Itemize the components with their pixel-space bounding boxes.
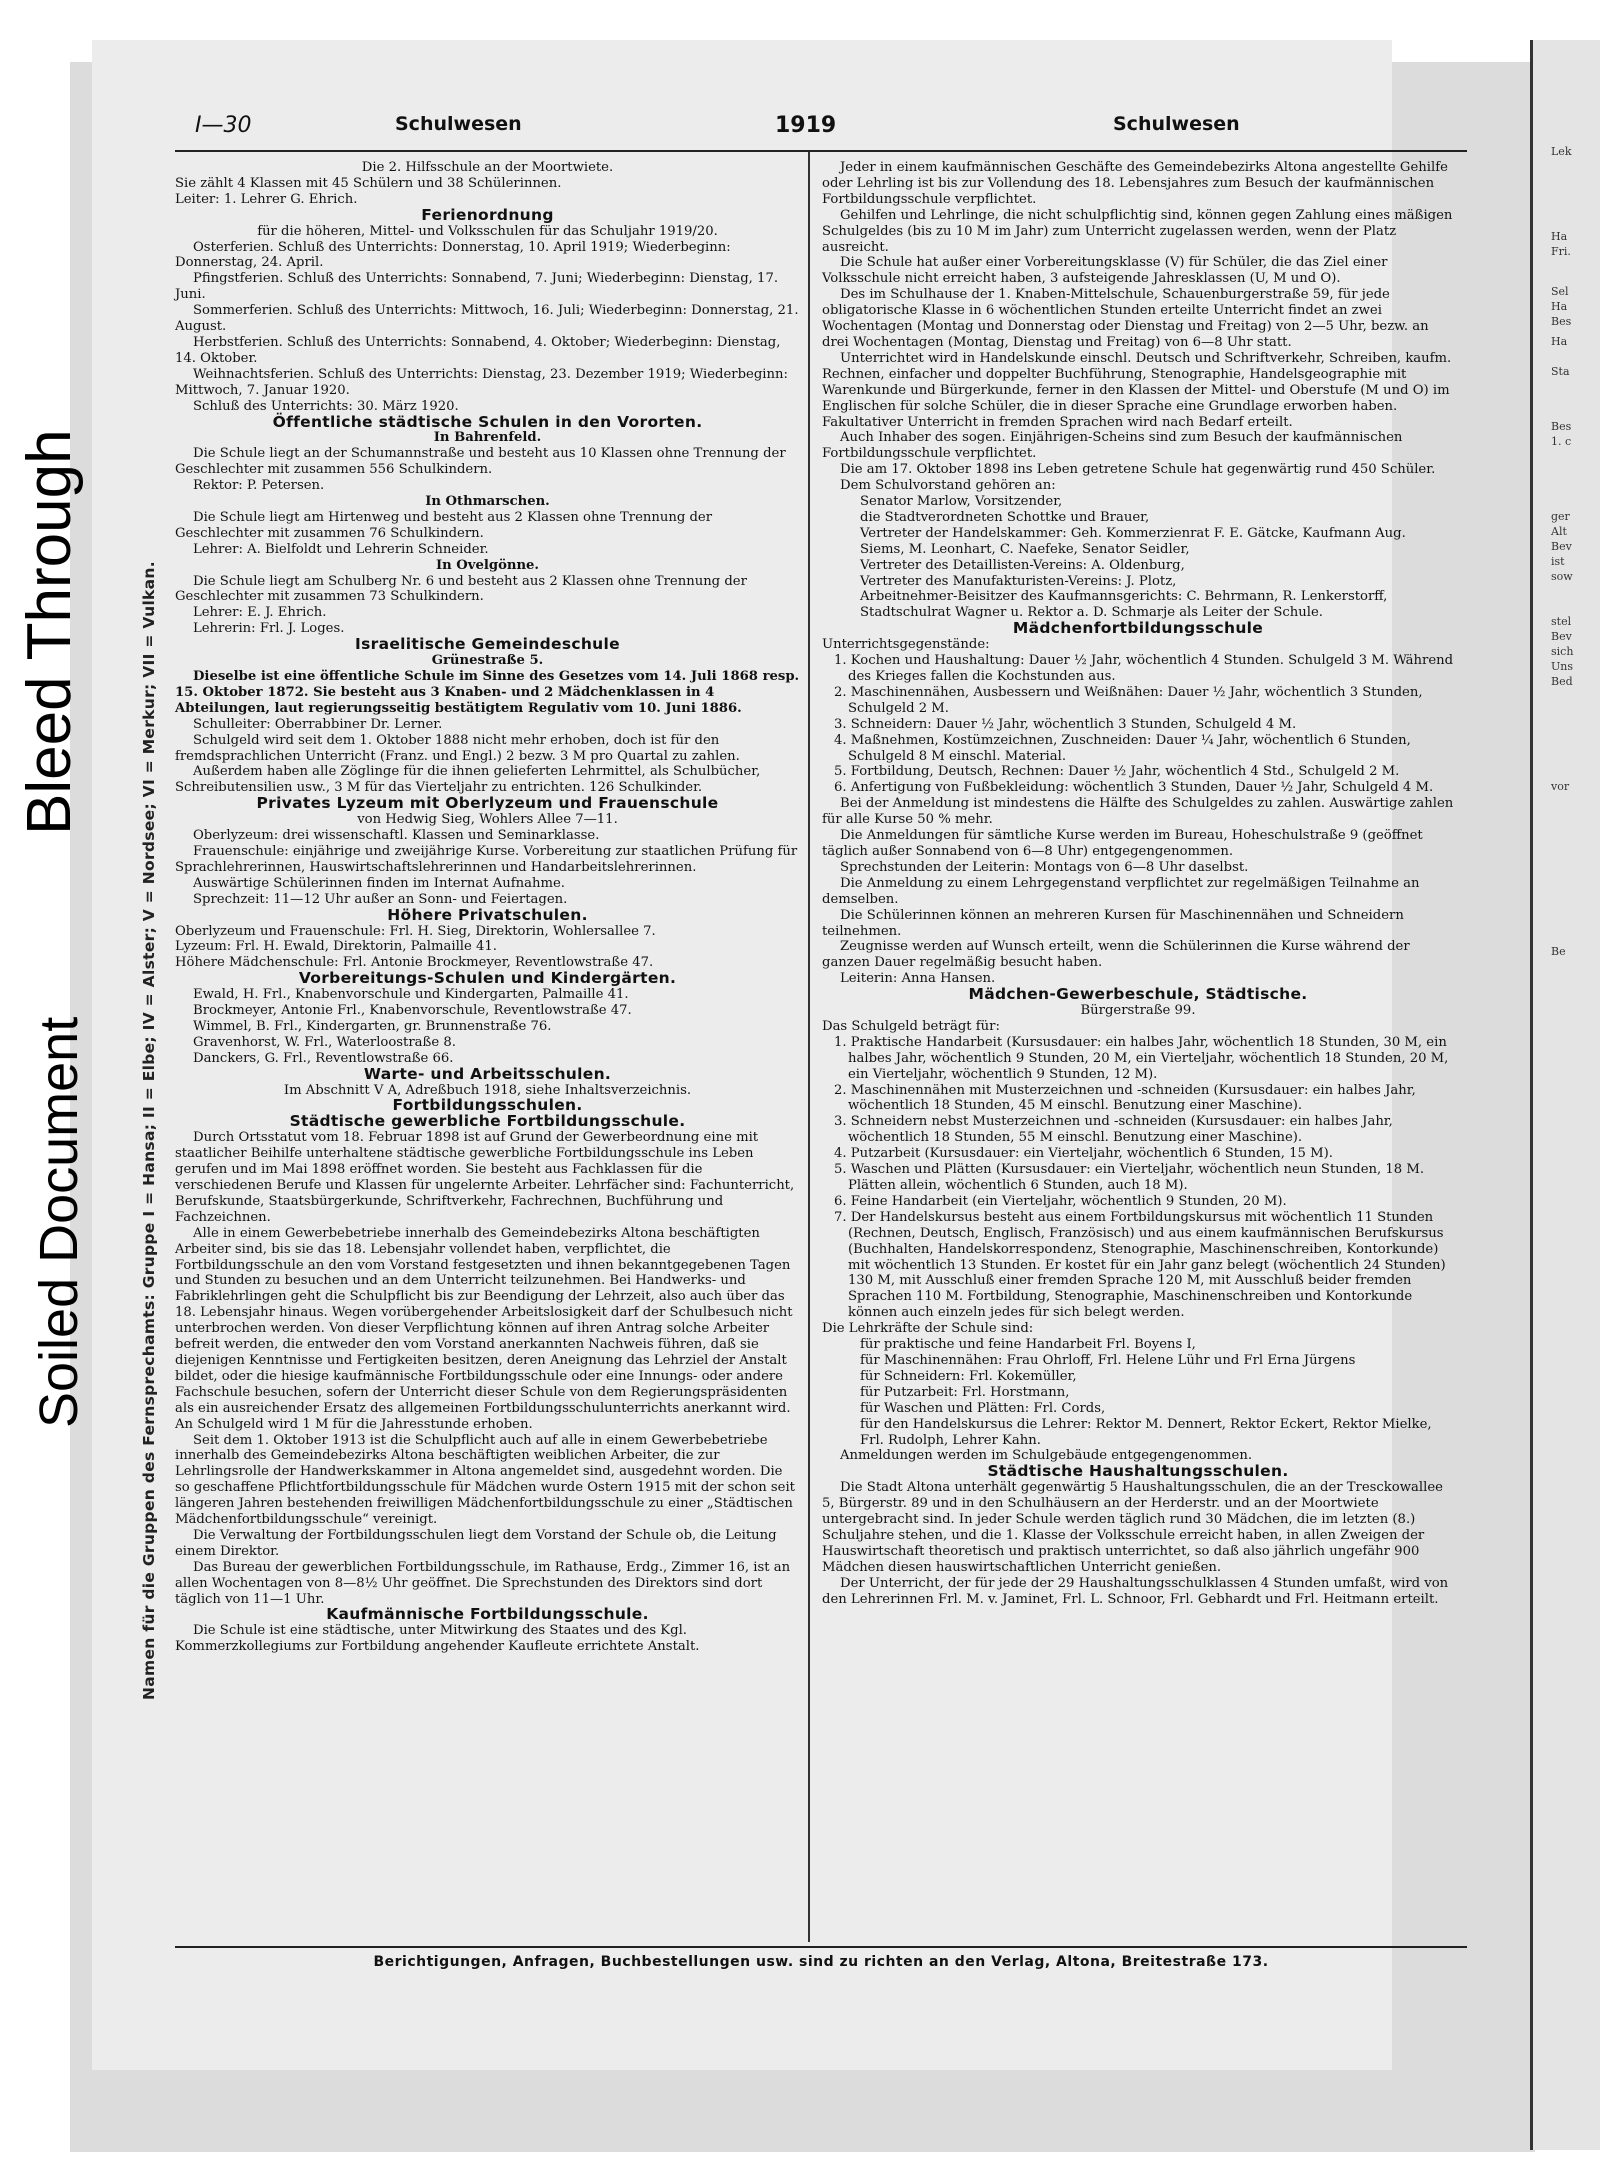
column-separator: [808, 152, 810, 1942]
section-heading: Mädchen-Gewerbeschule, Städtische.: [968, 985, 1308, 1004]
label-bleed-through: Bleed Through: [15, 429, 84, 835]
paragraph: 3. Schneidern: Dauer ½ Jahr, wöchentlich 3 Stunden, Schulgeld 4 M.: [834, 716, 1297, 732]
paragraph: Vertreter der Handelskammer: Geh. Kommerzienrat F. E. Gätcke, Kaufmann Aug. Siems, M. Leonhart, C. Naefeke, Senator Seidler,: [860, 525, 1406, 557]
header-left-title: Schulwesen: [395, 113, 522, 135]
paragraph: Schulgeld wird seit dem 1. Oktober 1888 nicht mehr erhoben, doch ist für den fremdsprachlichen Unterricht (Franz. und Engl.) 2 bezw. 3 M pro Quartal zu zahlen.: [175, 732, 740, 764]
paragraph: für Waschen und Plätten: Frl. Cords,: [860, 1400, 1106, 1416]
paragraph: Stadtschulrat Wagner u. Rektor a. D. Schmarje als Leiter der Schule.: [860, 605, 1323, 621]
paragraph: Oberlyzeum und Frauenschule: Frl. H. Sieg, Direktorin, Wohlersallee 7.: [175, 923, 656, 939]
paragraph: Zeugnisse werden auf Wunsch erteilt, wenn die Schülerinnen die Kurse während der ganzen Dauer regelmäßig besucht haben.: [822, 939, 1410, 971]
paragraph: 5. Waschen und Plätten (Kursusdauer: ein Vierteljahr, wöchentlich neun Stunden, 18 M. Plätten allein, wöchentlich 6 Stunden, auch 18 M).: [834, 1162, 1425, 1193]
paragraph: 3. Schneidern nebst Musterzeichnen und -schneiden (Kursusdauer: ein halbes Jahr, wöchentlich 18 Stunden, 55 M einschl. Benutzung einer Maschine).: [834, 1114, 1393, 1146]
paragraph: 6. Feine Handarbeit (ein Vierteljahr, wöchentlich 9 Stunden, 20 M).: [834, 1193, 1287, 1209]
strip-fragment: Lek: [1551, 145, 1572, 158]
paragraph: 1. Praktische Handarbeit (Kursusdauer: ein halbes Jahr, wöchentlich 18 Stunden, 30 M, ein halbes Jahr, wöchentlich 9 Stunden, 20 M, ein Vierteljahr, wöchentlich 18 Stunden, 20 M, ein Vierteljahr, wöchentlich 9 Stunden, 12 M).: [834, 1034, 1449, 1082]
paragraph: Sprechstunden der Leiterin: Montags von 6—8 Uhr daselbst.: [840, 859, 1249, 875]
section-heading: Vorbereitungs-Schulen und Kindergärten.: [298, 969, 677, 988]
strip-fragment: Ha: [1551, 300, 1568, 313]
paragraph: Gravenhorst, W. Frl., Waterloostraße 8.: [193, 1034, 456, 1050]
paragraph: Senator Marlow, Vorsitzender,: [860, 494, 1063, 510]
paragraph: Jeder in einem kaufmännischen Geschäfte des Gemeindebezirks Altona angestellte Gehilfe oder Lehrling ist bis zur Vollendung des 18. Lebensjahres zum Besuch der kaufmännischen Fortbildungsschule verpflichtet.: [822, 160, 1448, 207]
paragraph: Außerdem haben alle Zöglinge für die ihnen gelieferten Lehrmittel, als Schulbücher, Schreibutensilien usw., 3 M für das Vierteljahr zu entrichten. 126 Schulkinder.: [175, 764, 761, 796]
paragraph: Die Anmeldung zu einem Lehrgegenstand verpflichtet zur regelmäßigen Teilnahme an demselben.: [822, 875, 1420, 907]
paragraph: Lehrerin: Frl. J. Loges.: [193, 621, 345, 637]
section-heading: Städtische gewerbliche Fortbildungsschule.: [289, 1112, 686, 1131]
paragraph: Lehrer: A. Bielfoldt und Lehrerin Schneider.: [193, 541, 489, 557]
paragraph: Grünestraße 5.: [431, 653, 544, 669]
paragraph: Des im Schulhause der 1. Knaben-Mittelschule, Schauenburgerstraße 59, für jede obligatorische Klasse in 6 wöchentlichen Stunden erteilte Unterricht findet an zwei Wochentagen (Montag und Donnerstag oder Dienstag und Freitag) von 2—5 Uhr, bezw. an drei Wochentagen (Montag, Dienstag und Freitag) von 6—8 Uhr statt.: [822, 287, 1429, 350]
paragraph: 2. Maschinennähen mit Musterzeichnen und -schneiden (Kursusdauer: ein halbes Jahr, wöchentlich 18 Stunden, 45 M einschl. Benutzung einer Maschine).: [834, 1082, 1416, 1114]
strip-fragment: ger: [1551, 510, 1570, 523]
paragraph: Danckers, G. Frl., Reventlowstraße 66.: [193, 1050, 454, 1066]
paragraph: Rektor: P. Petersen.: [193, 478, 325, 494]
strip-fragment: Alt: [1551, 525, 1567, 538]
strip-fragment: Bed: [1551, 675, 1573, 688]
strip-fragment: sich: [1551, 645, 1574, 658]
paragraph: Höhere Mädchenschule: Frl. Antonie Brockmeyer, Reventlowstraße 47.: [175, 955, 654, 971]
paragraph: Die Schule liegt am Hirtenweg und besteht aus 2 Klassen ohne Trennung der Geschlechter mit zusammen 76 Schulkindern.: [175, 509, 713, 541]
paragraph: Unterrichtet wird in Handelskunde einschl. Deutsch und Schriftverkehr, Schreiben, kaufm. Rechnen, einfacher und doppelter Buchführung, Stenographie, Handelsgeographie mit Warenkunde und Bürgerkunde, ferner in den Klassen der Mittel- und Oberstufe (M und O) im Englischen für solche Schüler, die in dieser Sprache eine Grundlage erworben haben. Fakultativer Unterricht in fremden Sprachen wird nach Bedarf erteilt.: [822, 350, 1452, 430]
strip-fragment: Ha: [1551, 335, 1568, 348]
paragraph: 1. Kochen und Haushaltung: Dauer ½ Jahr, wöchentlich 4 Stunden. Schulgeld 3 M. Während des Krieges fallen die Kochstunden aus.: [834, 653, 1454, 684]
paragraph: für die höheren, Mittel- und Volksschulen für das Schuljahr 1919/20.: [257, 223, 718, 239]
paragraph: 2. Maschinennähen, Ausbessern und Weißnähen: Dauer ½ Jahr, wöchentlich 3 Stunden, Schulgeld 2 M.: [834, 684, 1423, 716]
section-heading: Öffentliche städtische Schulen in den Vororten.: [272, 412, 703, 431]
strip-fragment: Ha: [1551, 230, 1568, 243]
section-heading: Städtische Haushaltungsschulen.: [987, 1462, 1289, 1481]
paragraph: Durch Ortsstatut vom 18. Februar 1898 ist auf Grund der Gewerbeordnung eine mit staatlicher Beihilfe unterhaltene städtische gewerbliche Fortbildungsschule ins Leben gerufen und im Mai 1898 eröffnet worden. Sie besteht aus Fachklassen für die verschiedenen Berufe und Klassen für ungelernte Arbeiter. Lehrfächer sind: Fachunterricht, Berufskunde, Staatsbürgerkunde, Schriftverkehr, Fachrechnen, Buchführung und Fachzeichnen.: [175, 1130, 795, 1225]
strip-fragment: Bes: [1551, 420, 1572, 433]
paragraph: Schulleiter: Oberrabbiner Dr. Lerner.: [193, 716, 443, 732]
paragraph: Alle in einem Gewerbebetriebe innerhalb des Gemeindebezirks Altona beschäftigten Arbeiter sind, bis sie das 18. Lebensjahr vollendet haben, verpflichtet, die Fortbildungsschule an den vom Vorstand festgesetzten und ihnen bekanntgegebenen Tagen und Stunden zu besuchen und an dem Unterricht teilzunehmen. Bei Handwerks- und Fabriklehrlingen geht die Schulpflicht bis zur Beendigung der Lehrzeit, also auch über das 18. Lebensjahr hinaus. Wegen vorübergehender Arbeitslosigkeit darf der Schulbesuch nicht unterbrochen werden. Von dieser Verpflichtung können auf ihren Antrag solche Arbeiter befreit werden, die entweder den vom Vorstand anerkannten Nachweis führen, daß sie diejenigen Kenntnisse und Fertigkeiten besitzen, deren Aneignung das Lehrziel der Anstalt bildet, oder die hiesige kaufmännische Fortbildungsschule oder eine Innungs- oder andere Fachschule besuchen, sofern der Unterricht dieser Schule von dem Regierungspräsidenten als ein ausreichender Ersatz des allgemeinen Fortbildungsschulunterrichts anerkannt wird. An Schulgeld wird 1 M für die Jahresstunde erhoben.: [175, 1225, 793, 1432]
paragraph: Dem Schulvorstand gehören an:: [840, 478, 1056, 494]
paragraph: Lehrer: E. J. Ehrich.: [193, 605, 327, 621]
right-column: [822, 160, 1454, 1607]
paragraph: Die Stadt Altona unterhält gegenwärtig 5 Haushaltungsschulen, die an der Tresckowallee 5, Bürgerstr. 89 und in den Schulhäusern an der Herderstr. und an der Moortwiete untergebracht sind. In jeder Schule werden täglich rund 30 Mädchen, die im letzten (8.) Schuljahre stehen, und die 1. Klasse der Volksschule erreicht haben, in allen Zweigen der Hauswirtschaft theoretisch und praktisch unterrichtet, so daß also jährlich ungefähr 900 Mädchen diesen hauswirtschaftlichen Unterricht genießen.: [822, 1480, 1443, 1575]
paragraph: Bei der Anmeldung ist mindestens die Hälfte des Schulgeldes zu zahlen. Auswärtige zahlen für alle Kurse 50 % mehr.: [822, 796, 1454, 828]
paragraph: Brockmeyer, Antonie Frl., Knabenvorschule, Reventlowstraße 47.: [193, 1003, 632, 1019]
paragraph: Leiterin: Anna Hansen.: [840, 971, 996, 987]
paragraph: Die Schule hat außer einer Vorbereitungsklasse (V) für Schüler, die das Ziel einer Volksschule nicht erreicht haben, 3 aufsteigende Jahresklassen (U, M und O).: [822, 255, 1388, 287]
strip-fragment: sow: [1551, 570, 1573, 583]
paragraph: Die am 17. Oktober 1898 ins Leben getretene Schule hat gegenwärtig rund 450 Schüler.: [840, 462, 1436, 478]
paragraph: Der Unterricht, der für jede der 29 Haushaltungsschulklassen 4 Stunden umfaßt, wird von den Lehrerinnen Frl. M. v. Jaminet, Frl. L. Schnoor, Frl. Gebhardt und Frl. Heitmann erteilt.: [822, 1575, 1449, 1607]
paragraph: Auch Inhaber des sogen. Einjährigen-Scheins sind zum Besuch der kaufmännischen Fortbildungsschule verpflichtet.: [822, 430, 1403, 462]
paragraph: Auswärtige Schülerinnen finden im Internat Aufnahme.: [193, 875, 565, 891]
paragraph: Die Verwaltung der Fortbildungsschulen liegt dem Vorstand der Schule ob, die Leitung einem Direktor.: [175, 1527, 777, 1559]
strip-fragment: Sta: [1551, 365, 1570, 378]
paragraph: für den Handelskursus die Lehrer: Rektor M. Dennert, Rektor Eckert, Rektor Mielke, Frl. Rudolph, Lehrer Kahn.: [860, 1416, 1432, 1448]
paragraph: für Maschinennähen: Frau Ohrloff, Frl. Helene Lühr und Frl Erna Jürgens: [860, 1352, 1356, 1368]
paragraph: Das Schulgeld beträgt für:: [822, 1018, 1000, 1034]
section-heading: Kaufmännische Fortbildungsschule.: [326, 1605, 649, 1624]
paragraph: 6. Anfertigung von Fußbekleidung: wöchentlich 3 Stunden, Dauer ½ Jahr, Schulgeld 4 M.: [834, 780, 1434, 796]
paragraph: Vertreter des Detaillisten-Vereins: A. Oldenburg,: [860, 557, 1185, 573]
paragraph: Leiter: 1. Lehrer G. Ehrich.: [175, 191, 358, 207]
margin-phone-groups: Namen für die Gruppen des Fernsprechamts: Gruppe I = Hansa; II = Elbe; IV = Alster; V = Nordsee; VI = Merkur; VII = Vulkan.: [140, 561, 158, 1700]
section-heading: Höhere Privatschulen.: [387, 905, 588, 924]
paragraph: Im Abschnitt V A, Adreßbuch 1918, siehe Inhaltsverzeichnis.: [283, 1082, 692, 1098]
header-year: 1919: [775, 113, 837, 138]
paragraph: Osterferien. Schluß des Unterrichts: Donnerstag, 10. April 1919; Wiederbeginn: Donnerstag, 24. April.: [175, 239, 731, 271]
paragraph: Vertreter des Manufakturisten-Vereins: J. Plotz,: [860, 573, 1177, 589]
paragraph: Die Schule liegt am Schulberg Nr. 6 und besteht aus 2 Klassen ohne Trennung der Geschlechter mit zusammen 73 Schulkindern.: [175, 573, 747, 605]
paragraph: In Othmarschen.: [425, 494, 550, 510]
strip-fragment: Fri.: [1551, 245, 1571, 258]
paragraph: Lyzeum: Frl. H. Ewald, Direktorin, Palmaille 41.: [175, 939, 497, 955]
paragraph: Sie zählt 4 Klassen mit 45 Schülern und 38 Schülerinnen.: [175, 175, 562, 191]
left-column: [175, 160, 800, 1655]
page-header: [195, 113, 1467, 143]
paragraph: In Bahrenfeld.: [433, 430, 542, 446]
paragraph: Die 2. Hilfsschule an der Moortwiete.: [361, 160, 614, 175]
paragraph: Das Bureau der gewerblichen Fortbildungsschule, im Rathause, Erdg., Zimmer 16, ist an allen Wochentagen von 8—8½ Uhr geöffnet. Die Sprechstunden des Direktors sind dort täglich von 11—1 Uhr.: [175, 1559, 791, 1607]
strip-fragment: Bev: [1551, 630, 1572, 643]
paragraph: Gehilfen und Lehrlinge, die nicht schulpflichtig sind, können gegen Zahlung eines mäßigen Schulgeldes (bis zu 10 M im Jahr) zum Unterricht zugelassen werden, wenn der Platz ausreicht.: [822, 207, 1453, 255]
section-heading: Warte- und Arbeitsschulen.: [363, 1064, 612, 1083]
strip-fragment: Uns: [1551, 660, 1573, 673]
paragraph: von Hedwig Sieg, Wohlers Allee 7—11.: [357, 812, 618, 828]
label-soiled-document: Soiled Document: [29, 1016, 89, 1428]
paragraph: Herbstferien. Schluß des Unterrichts: Sonnabend, 4. Oktober; Wiederbeginn: Dienstag, 14. Oktober.: [175, 334, 781, 366]
paragraph: 4. Putzarbeit (Kursusdauer: ein Vierteljahr, wöchentlich 6 Stunden, 15 M).: [834, 1146, 1333, 1162]
footer-notice: Berichtigungen, Anfragen, Buchbestellungen usw. sind zu richten an den Verlag, Altona, Breitestraße 173.: [373, 1954, 1269, 1970]
footer-rule: [175, 1946, 1467, 1948]
paragraph: für Putzarbeit: Frl. Horstmann,: [860, 1384, 1070, 1400]
section-heading: Mädchenfortbildungsschule: [1012, 619, 1264, 638]
paragraph: Ewald, H. Frl., Knabenvorschule und Kindergarten, Palmaille 41.: [193, 987, 629, 1003]
strip-fragment: Bes: [1551, 315, 1572, 328]
paragraph: Unterrichtsgegenstände:: [822, 637, 990, 653]
paragraph: Die Schule liegt an der Schumannstraße und besteht aus 10 Klassen ohne Trennung der Geschlechter mit zusammen 556 Schulkindern.: [175, 446, 786, 478]
section-heading: Privates Lyzeum mit Oberlyzeum und Frauenschule: [256, 794, 719, 813]
paragraph: Bürgerstraße 99.: [1080, 1003, 1196, 1019]
paragraph: Wimmel, B. Frl., Kindergarten, gr. Brunnenstraße 76.: [193, 1018, 552, 1034]
section-heading: Ferienordnung: [421, 205, 554, 224]
paragraph: Arbeitnehmer-Beisitzer des Kaufmannsgerichts: C. Behrmann, R. Lenkerstorff,: [860, 589, 1388, 605]
page-number: I—30: [195, 113, 252, 138]
strip-fragment: stel: [1551, 615, 1572, 628]
paragraph: Oberlyzeum: drei wissenschaftl. Klassen und Seminarklasse.: [193, 828, 600, 844]
paragraph: Anmeldungen werden im Schulgebäude entgegengenommen.: [840, 1448, 1253, 1464]
adjacent-page-strip: [1530, 40, 1600, 2150]
paragraph: Pfingstferien. Schluß des Unterrichts: Sonnabend, 7. Juni; Wiederbeginn: Dienstag, 17. Juni.: [175, 271, 779, 303]
paragraph: für praktische und feine Handarbeit Frl. Boyens I,: [860, 1337, 1196, 1353]
strip-fragment: vor: [1551, 780, 1570, 793]
strip-fragment: Sel: [1551, 285, 1569, 298]
paragraph: Weihnachtsferien. Schluß des Unterrichts: Dienstag, 23. Dezember 1919; Wiederbeginn: Mittwoch, 7. Januar 1920.: [175, 366, 788, 398]
paragraph: Schluß des Unterrichts: 30. März 1920.: [193, 398, 459, 414]
header-right-title: Schulwesen: [1113, 113, 1240, 135]
header-rule: [175, 150, 1467, 152]
strip-fragment: ist: [1551, 555, 1565, 568]
paragraph: In Ovelgönne.: [435, 557, 540, 573]
paragraph: Dieselbe ist eine öffentliche Schule im Sinne des Gesetzes vom 14. Juli 1868 resp. 15. Oktober 1872. Sie besteht aus 3 Knaben- und 2 Mädchenklassen in 4 Abteilungen, laut regierungsseitig bestätigtem Regulativ vom 10. Juni 1886.: [175, 669, 800, 716]
paragraph: Die Schule ist eine städtische, unter Mitwirkung des Staates und des Kgl. Kommerzkollegiums zur Fortbildung angehender Kaufleute errichtete Anstalt.: [175, 1623, 700, 1655]
paragraph: 5. Fortbildung, Deutsch, Rechnen: Dauer ½ Jahr, wöchentlich 4 Std., Schulgeld 2 M.: [834, 764, 1400, 780]
paragraph: Seit dem 1. Oktober 1913 ist die Schulpflicht auch auf alle in einem Gewerbebetriebe innerhalb des Gemeindebezirks Altona beschäftigten weiblichen Arbeiter, die zur Lehrlingsrolle der Handwerkskammer in Altona angemeldet sind, ausgedehnt worden. Die so geschaffene Pflichtfortbildungsschule für Mädchen wurde Ostern 1915 mit der schon seit längeren Jahren bestehenden freiwilligen Mädchenfortbildungsschule zu einer „Städtischen Mädchenfortbildungsschule“ vereinigt.: [175, 1432, 795, 1528]
paragraph: Frauenschule: einjährige und zweijährige Kurse. Vorbereitung zur staatlichen Prüfung für Sprachlehrerinnen, Hauswirtschaftslehrerinnen und Handarbeitslehrerinnen.: [175, 843, 798, 875]
paragraph: Sommerferien. Schluß des Unterrichts: Mittwoch, 16. Juli; Wiederbeginn: Donnerstag, 21. August.: [175, 303, 799, 335]
paragraph: Sprechzeit: 11—12 Uhr außer an Sonn- und Feiertagen.: [193, 891, 568, 907]
section-heading: Fortbildungsschulen.: [392, 1096, 583, 1115]
paragraph: für Schneidern: Frl. Kokemüller,: [860, 1368, 1077, 1384]
strip-fragment: Be: [1551, 945, 1566, 958]
paragraph: Die Schülerinnen können an mehreren Kursen für Maschinennähen und Schneidern teilnehmen.: [822, 907, 1404, 939]
paragraph: die Stadtverordneten Schottke und Brauer,: [860, 509, 1150, 525]
section-heading: Israelitische Gemeindeschule: [355, 635, 620, 654]
strip-fragment: Bev: [1551, 540, 1572, 553]
paragraph: 7. Der Handelskursus besteht aus einem Fortbildungskursus mit wöchentlich 11 Stunden (Rechnen, Deutsch, Englisch, Französisch) und aus einem kaufmännischen Berufskursus (Buchhalten, Handelskorrespondenz, Stenographie, Maschinenschreiben, Kontorkunde) mit wöchentlich 13 Stunden. Er kostet für ein Jahr ganz belegt (wöchentlich 24 Stunden) 130 M, mit Ausschluß einer fremden Sprache 120 M, mit Ausschluß beider fremden Sprachen 110 M. Fortbildung, Stenographie, Maschinenschreiben und Kontorkunde können auch einzeln jedes für sich belegt werden.: [834, 1209, 1446, 1321]
strip-fragment: 1. c: [1551, 435, 1572, 448]
paragraph: 4. Maßnehmen, Kostümzeichnen, Zuschneiden: Dauer ¼ Jahr, wöchentlich 6 Stunden, Schulgeld 8 M einschl. Material.: [834, 732, 1411, 764]
paragraph: Die Lehrkräfte der Schule sind:: [822, 1321, 1034, 1337]
paragraph: Die Anmeldungen für sämtliche Kurse werden im Bureau, Hoheschulstraße 9 (geöffnet täglich außer Sonnabend von 6—8 Uhr) entgegengenommen.: [822, 828, 1423, 859]
